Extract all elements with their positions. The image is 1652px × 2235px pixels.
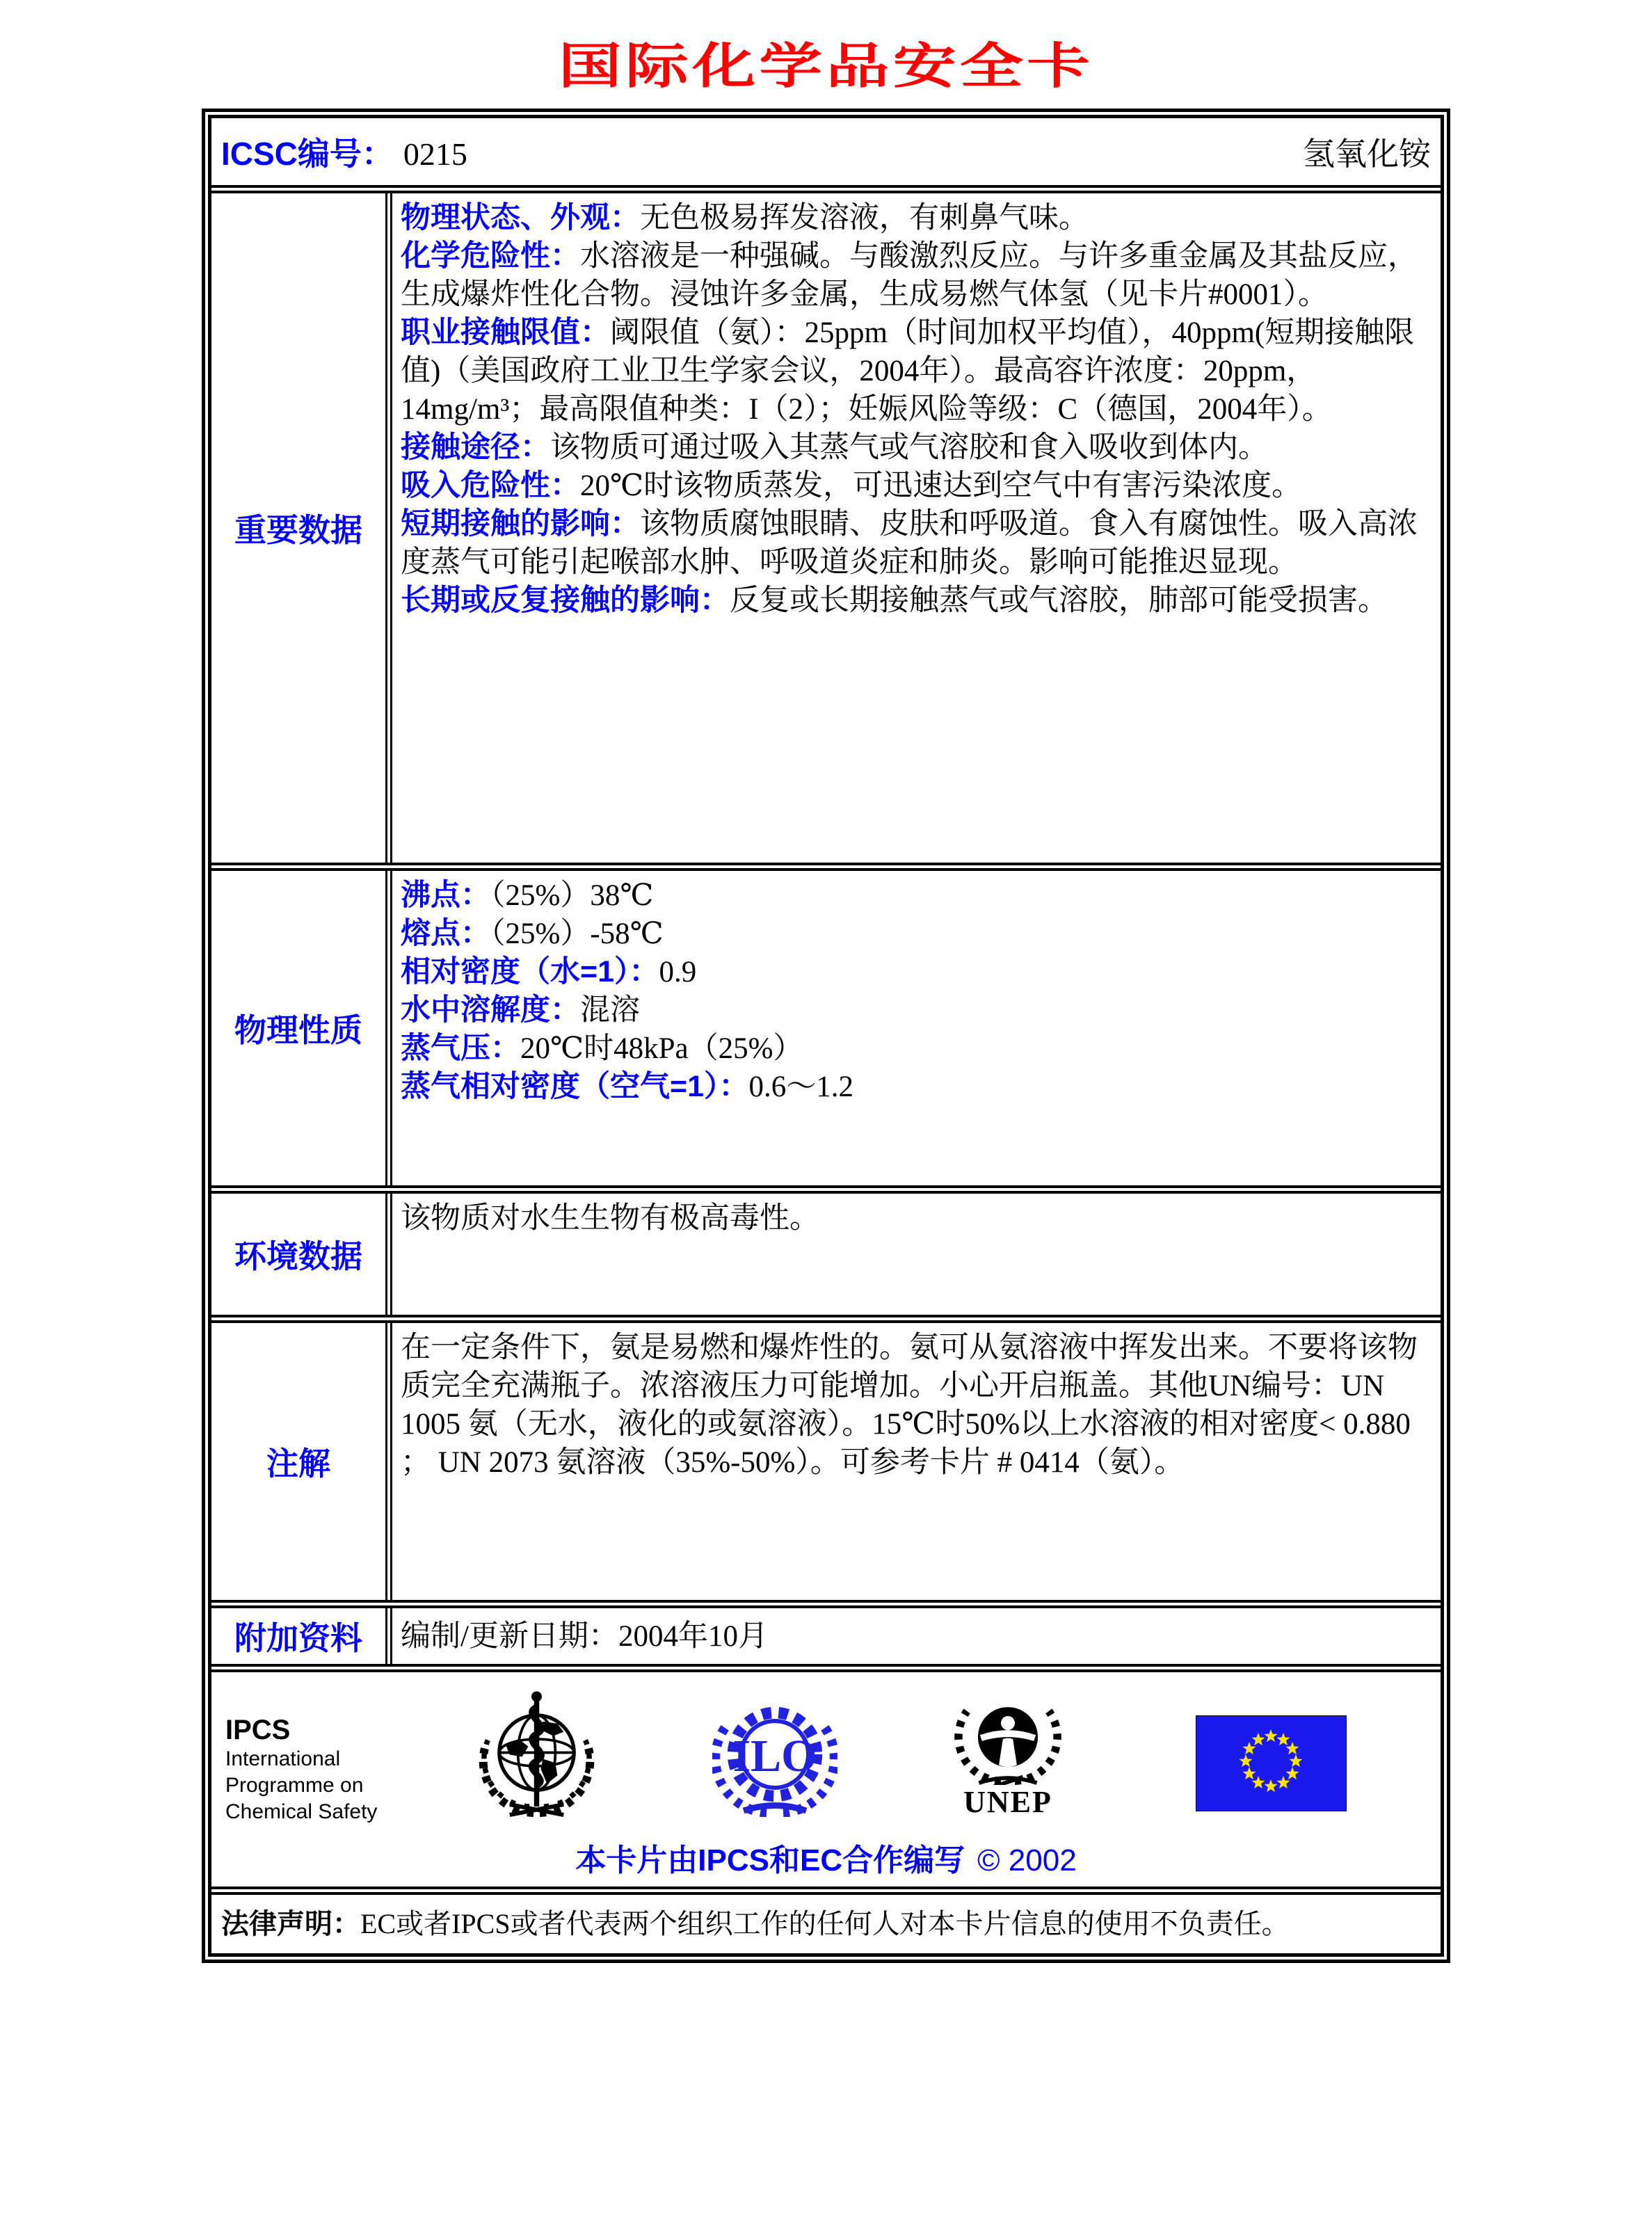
entry-label: 蒸气相对密度（空气=1）：: [401, 1070, 749, 1103]
environment-text: 该物质对水生生物有极高毒性。: [401, 1202, 819, 1235]
important-data-content: [392, 193, 1441, 863]
row-notes: [211, 1323, 1441, 1608]
row-legal: [211, 1895, 1441, 1953]
entry-label: 长期或反复接触的影响：: [401, 584, 730, 617]
ipcs-acronym: IPCS: [225, 1715, 291, 1745]
physical-entry: [401, 915, 1428, 953]
row-environmental-data: [211, 1194, 1441, 1323]
entry-label: 熔点：: [401, 917, 490, 950]
entry-label: 蒸气压：: [401, 1032, 520, 1065]
physical-entry: [401, 953, 1428, 991]
physical-entry: [401, 991, 1428, 1030]
entry-label: 物理状态、外观：: [401, 201, 640, 234]
important-entry: [401, 199, 1428, 237]
important-entry: [401, 467, 1428, 505]
logos-cell: [211, 1672, 1441, 1886]
entry-text: 阈限值（氨）：25ppm（时间加权平均值），40ppm(短期接触限值)（美国政府工业卫生学家会议，2004年）。最高容许浓度：20ppm，14mg/m³；最高限值种类：I（2）；妊娠风险等级：C（德国，2004年）。: [401, 317, 1415, 426]
icsc-number-value: 0215: [403, 136, 467, 172]
section-label-environment: 环境数据: [211, 1194, 392, 1315]
section-label-important: 重要数据: [211, 193, 392, 863]
row-logos: [211, 1672, 1441, 1895]
entry-text: 混溶: [580, 994, 640, 1027]
entry-label: 化学危险性：: [401, 239, 580, 273]
important-entry: [401, 428, 1428, 467]
row-additional-info: [211, 1608, 1441, 1672]
entry-text: 0.9: [659, 956, 697, 988]
row-physical-properties: [211, 871, 1441, 1194]
important-entry: [401, 237, 1428, 314]
legal-label: 法律声明：: [221, 1909, 360, 1939]
who-logo-icon: [472, 1690, 601, 1819]
physical-properties-content: [392, 871, 1441, 1185]
section-label-physical: 物理性质: [211, 871, 392, 1185]
physical-entry: [401, 876, 1428, 915]
icsc-number-label: ICSC编号：: [221, 136, 394, 172]
entry-text: 该物质可通过吸入其蒸气或气溶胶和食入吸收到体内。: [550, 431, 1268, 464]
legal-text: EC或者IPCS或者代表两个组织工作的任何人对本卡片信息的使用不负责任。: [360, 1908, 1290, 1939]
copyright-year: © 2002: [977, 1843, 1077, 1877]
entry-text: 该物质腐蚀眼睛、皮肤和呼吸道。食入有腐蚀性。吸入高浓度蒸气可能引起喉部水肿、呼吸道炎症和肺炎。影响可能推迟显现。: [401, 508, 1418, 579]
notes-content: [392, 1323, 1441, 1600]
entry-text: 无色极易挥发溶液，有刺鼻气味。: [640, 202, 1089, 234]
entry-label: 职业接触限值：: [401, 316, 610, 349]
entry-label: 水中溶解度：: [401, 993, 580, 1027]
physical-entry: [401, 1030, 1428, 1068]
entry-label: 接触途径：: [401, 431, 550, 464]
unep-caption: UNEP: [963, 1785, 1052, 1819]
icsc-table: [202, 109, 1450, 1963]
entry-text: 20℃时该物质蒸发，可迅速达到空气中有害污染浓度。: [580, 470, 1302, 502]
copyright-line: [225, 1835, 1427, 1880]
physical-entry: [401, 1068, 1428, 1106]
page-title: 国际化学品安全卡: [558, 39, 1094, 93]
important-entry: [401, 582, 1428, 620]
unep-logo-block: [952, 1693, 1064, 1820]
logos-band: [225, 1686, 1427, 1825]
section-label-additional: 附加资料: [211, 1608, 392, 1664]
environmental-data-content: [392, 1194, 1441, 1315]
chemical-name: 氢氧化铵: [1303, 136, 1431, 172]
entry-label: 短期接触的影响：: [401, 507, 640, 540]
unep-logo-icon: [952, 1693, 1064, 1785]
entry-label: 沸点：: [401, 879, 490, 912]
header-row: [211, 118, 1441, 193]
copyright-text: 本卡片由IPCS和EC合作编写: [575, 1843, 965, 1877]
additional-info-text: 编制/更新日期：2004年10月: [401, 1619, 768, 1653]
header-cell: [211, 118, 1441, 185]
entry-text: （25%）-58℃: [490, 918, 664, 950]
eu-flag-icon: [1196, 1715, 1347, 1811]
additional-info-content: [392, 1608, 1441, 1664]
ipcs-line-2: Programme on: [225, 1774, 364, 1797]
notes-text: 在一定条件下，氨是易燃和爆炸性的。氨可从氨溶液中挥发出来。不要将该物质完全充满瓶子。浓溶液压力可能增加。小心开启瓶盖。其他UN编号：UN 1005 氨（无水，液化的或氨溶液）。15℃时50%以上水溶液的相对密度< 0.880 ； UN 2073 氨溶液（35%-50%）。可参考卡片 # 0414（氨）。: [401, 1331, 1418, 1479]
important-entry: [401, 505, 1428, 582]
ilo-monogram: ILO: [732, 1731, 817, 1781]
entry-label: 吸入危险性：: [401, 469, 580, 502]
row-important-data: [211, 193, 1441, 871]
ipcs-line-3: Chemical Safety: [225, 1800, 378, 1823]
entry-text: 水溶液是一种强碱。与酸激烈反应。与许多重金属及其盐反应，生成爆炸性化合物。浸蚀许多金属，生成易燃气体氢（见卡片#0001）。: [401, 240, 1418, 311]
icsc-number-group: [221, 129, 467, 175]
entry-text: 20℃时48kPa（25%）: [520, 1032, 803, 1065]
ipcs-line-1: International: [225, 1747, 341, 1770]
section-label-notes: 注解: [211, 1323, 392, 1600]
entry-text: 0.6～1.2: [748, 1071, 854, 1103]
entry-text: （25%）38℃: [490, 879, 654, 912]
entry-label: 相对密度（水=1）：: [401, 955, 659, 988]
important-entry: [401, 314, 1428, 428]
entry-text: 反复或长期接触蒸气或气溶胶，肺部可能受损害。: [730, 584, 1388, 617]
ipcs-text-block: [225, 1714, 385, 1825]
legal-cell: [211, 1895, 1441, 1953]
ilo-logo-icon: [712, 1700, 837, 1817]
